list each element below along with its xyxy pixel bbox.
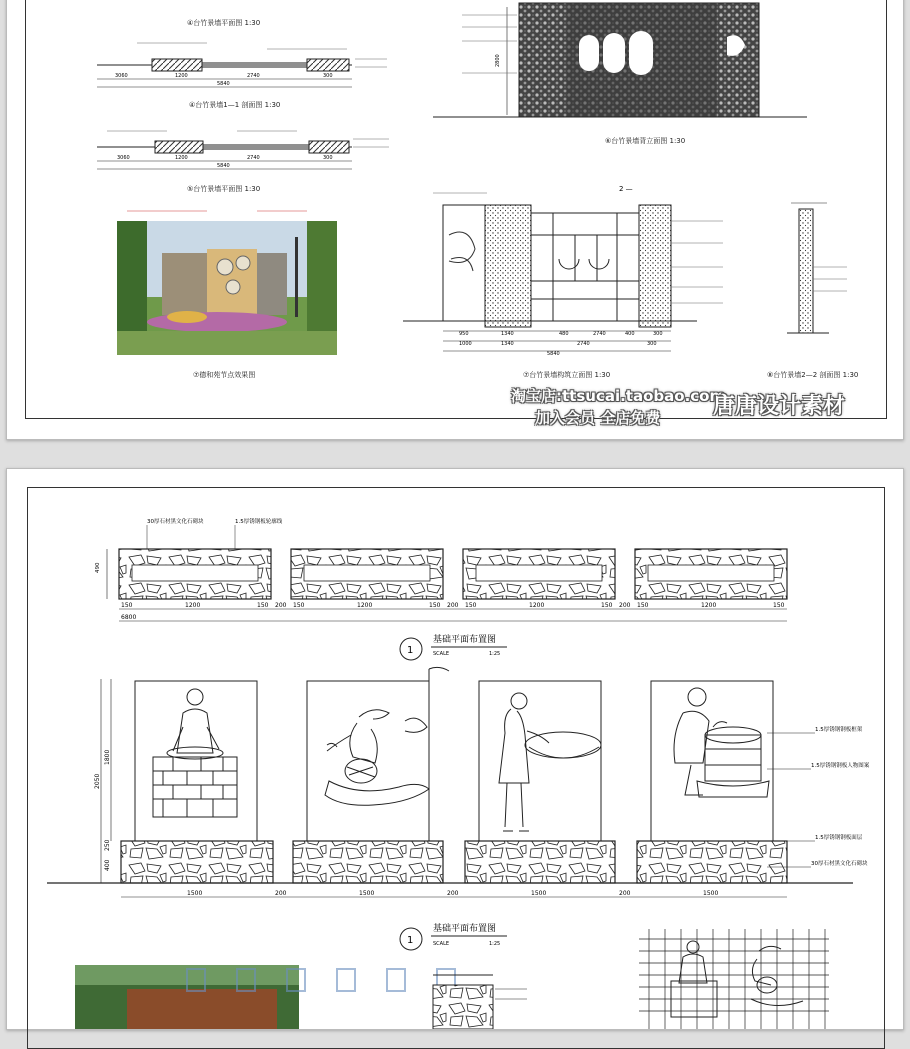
svg-text:200: 200 xyxy=(447,602,459,609)
svg-text:1340: 1340 xyxy=(501,331,514,337)
drawing-sheet-2 xyxy=(6,468,904,1030)
svg-text:2740: 2740 xyxy=(247,155,260,161)
plan-top-title: ④台竹景墙平面图 1:30 xyxy=(187,19,261,27)
watermark-brand: 唐唐设计素材 xyxy=(713,394,846,419)
svg-text:150: 150 xyxy=(465,602,477,609)
svg-text:300: 300 xyxy=(323,155,333,161)
elevation-stone-bases xyxy=(47,841,853,883)
watermark-shop-label: 淘宝店: xyxy=(511,387,562,405)
back-elevation-title: ⑥台竹景墙背立面图 1:30 xyxy=(605,137,686,145)
svg-text:1.5厚锈钢钢板框架: 1.5厚锈钢钢板框架 xyxy=(815,727,863,733)
svg-text:400: 400 xyxy=(625,331,635,337)
svg-text:5840: 5840 xyxy=(217,81,230,87)
svg-text:3060: 3060 xyxy=(117,155,130,161)
svg-text:1: 1 xyxy=(407,935,414,946)
svg-text:1000: 1000 xyxy=(459,341,472,347)
svg-text:200: 200 xyxy=(275,602,287,609)
watermark-promo: 加入会员 全店免费 xyxy=(535,409,661,427)
plan-circle-number: 1 xyxy=(407,645,414,656)
section-2-2-title: ⑧台竹景墙2—2 剖面图 1:30 xyxy=(767,371,859,379)
svg-text:2740: 2740 xyxy=(247,73,260,79)
svg-text:1:25: 1:25 xyxy=(489,651,501,657)
svg-text:150: 150 xyxy=(601,602,613,609)
svg-text:5840: 5840 xyxy=(547,351,560,357)
svg-text:1500: 1500 xyxy=(359,890,375,897)
plan-title: 基础平面布置图 xyxy=(433,635,497,645)
svg-text:200: 200 xyxy=(447,890,459,897)
svg-text:1200: 1200 xyxy=(701,602,717,609)
svg-text:300: 300 xyxy=(323,73,333,79)
svg-text:2 —: 2 — xyxy=(619,185,633,193)
svg-text:150: 150 xyxy=(121,602,133,609)
svg-text:2800: 2800 xyxy=(495,54,501,67)
svg-text:SCALE: SCALE xyxy=(433,651,450,657)
svg-text:2740: 2740 xyxy=(577,341,590,347)
rendering-image xyxy=(117,211,337,355)
svg-text:1.5厚锈钢钢板面层: 1.5厚锈钢钢板面层 xyxy=(815,835,863,841)
plan-dimension-text xyxy=(121,602,785,621)
svg-text:400: 400 xyxy=(104,859,111,871)
svg-text:3060: 3060 xyxy=(115,73,128,79)
svg-text:950: 950 xyxy=(459,331,469,337)
drawing-sheet-1 xyxy=(6,0,904,440)
svg-text:1:25: 1:25 xyxy=(489,941,501,947)
front-elevation-title: ⑦台竹景墙构筑立面图 1:30 xyxy=(523,371,611,379)
svg-text:1200: 1200 xyxy=(357,602,373,609)
front-elevation xyxy=(403,185,723,357)
watermark-shop xyxy=(511,385,725,406)
svg-text:1340: 1340 xyxy=(501,341,514,347)
back-elevation xyxy=(433,3,807,117)
svg-text:200: 200 xyxy=(619,602,631,609)
svg-text:200: 200 xyxy=(275,890,287,897)
bottom-plan-title: 基础平面布置图 xyxy=(433,924,497,934)
label-steel: 1.5厚锈钢板轮廓线 xyxy=(235,519,283,525)
svg-text:2740: 2740 xyxy=(593,331,606,337)
sheet-2-drawings xyxy=(7,469,903,1029)
svg-text:480: 480 xyxy=(559,331,569,337)
svg-text:300: 300 xyxy=(653,331,663,337)
svg-text:490: 490 xyxy=(95,562,101,573)
svg-text:2050: 2050 xyxy=(94,773,101,789)
svg-text:30厚石材黑文化石砌块: 30厚石材黑文化石砌块 xyxy=(811,861,868,867)
plan-2-title: ⑤台竹景墙平面图 1:30 xyxy=(187,185,261,193)
svg-text:1500: 1500 xyxy=(531,890,547,897)
svg-text:1200: 1200 xyxy=(175,73,188,79)
svg-text:300: 300 xyxy=(647,341,657,347)
plan-stone-panels xyxy=(119,549,787,599)
svg-text:1500: 1500 xyxy=(187,890,203,897)
section-2-2 xyxy=(787,203,847,333)
svg-text:SCALE: SCALE xyxy=(433,941,450,947)
svg-text:1200: 1200 xyxy=(175,155,188,161)
elevation-dimension-text xyxy=(187,890,718,897)
svg-text:150: 150 xyxy=(293,602,305,609)
svg-text:1800: 1800 xyxy=(104,749,111,765)
watermark-url: ttsucai.taobao.com xyxy=(562,387,726,405)
svg-text:250: 250 xyxy=(104,839,111,851)
svg-text:200: 200 xyxy=(619,890,631,897)
elevation-figure-panels xyxy=(135,667,773,841)
svg-text:④台竹景墙1—1 剖面图 1:30: ④台竹景墙1—1 剖面图 1:30 xyxy=(189,101,281,109)
svg-text:150: 150 xyxy=(257,602,269,609)
render-title: ⑦德和苑节点效果图 xyxy=(193,371,256,379)
sheet-1-drawings xyxy=(7,0,903,439)
label-stone: 30厚石材黑文化石砌块 xyxy=(147,519,204,525)
svg-text:1200: 1200 xyxy=(529,602,545,609)
grid-figure-detail xyxy=(639,929,829,1029)
section-1-1 xyxy=(97,100,389,169)
plan-view-top xyxy=(97,18,387,87)
svg-text:150: 150 xyxy=(773,602,785,609)
svg-text:150: 150 xyxy=(429,602,441,609)
svg-text:1500: 1500 xyxy=(703,890,719,897)
svg-text:6800: 6800 xyxy=(121,614,137,621)
svg-text:1.5厚锈钢钢板人物图案: 1.5厚锈钢钢板人物图案 xyxy=(811,763,870,769)
small-section-detail xyxy=(433,975,527,1029)
svg-text:5840: 5840 xyxy=(217,163,230,169)
svg-text:1200: 1200 xyxy=(185,602,201,609)
svg-text:150: 150 xyxy=(637,602,649,609)
